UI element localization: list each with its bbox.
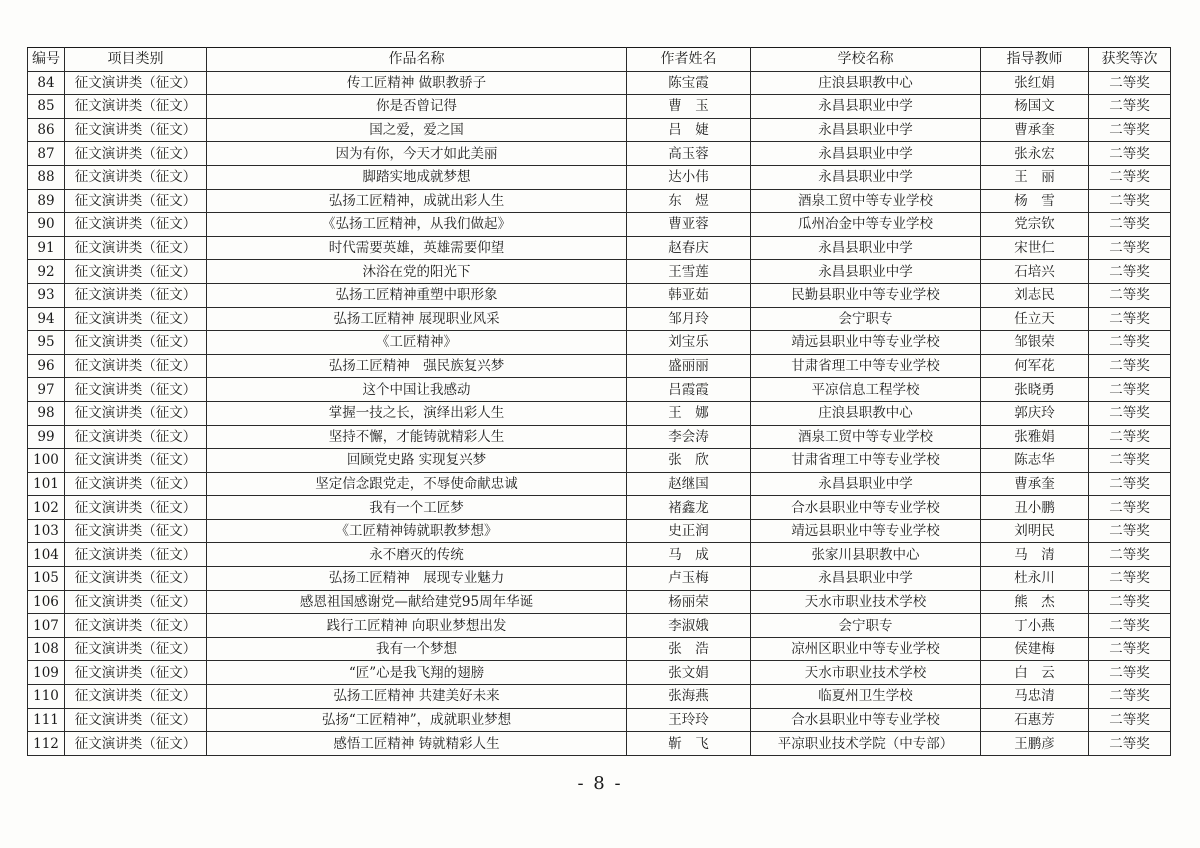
cell-author: 张海燕 bbox=[627, 685, 751, 709]
table-row bbox=[28, 378, 1171, 402]
cell-work-title: 《工匠精神铸就职教梦想》 bbox=[207, 519, 627, 543]
table-row bbox=[28, 260, 1171, 284]
cell-author: 卢玉梅 bbox=[627, 567, 751, 591]
cell-school: 凉州区职业中等专业学校 bbox=[751, 637, 981, 661]
cell-school: 甘肃省理工中等专业学校 bbox=[751, 354, 981, 378]
cell-award: 二等奖 bbox=[1089, 236, 1171, 260]
cell-work-title: 时代需要英雄，英雄需要仰望 bbox=[207, 236, 627, 260]
cell-work-title: 坚定信念跟党走，不辱使命献忠诚 bbox=[207, 472, 627, 496]
cell-category: 征文演讲类（征文） bbox=[65, 71, 207, 95]
cell-work-title: 弘扬工匠精神 展现职业风采 bbox=[207, 307, 627, 331]
cell-category: 征文演讲类（征文） bbox=[65, 283, 207, 307]
cell-work-title: 弘扬工匠精神，成就出彩人生 bbox=[207, 189, 627, 213]
table-row bbox=[28, 189, 1171, 213]
cell-author: 王玲玲 bbox=[627, 708, 751, 732]
cell-award: 二等奖 bbox=[1089, 95, 1171, 119]
cell-author: 东 煜 bbox=[627, 189, 751, 213]
cell-school: 庄浪县职教中心 bbox=[751, 71, 981, 95]
cell-teacher: 刘志民 bbox=[981, 283, 1089, 307]
cell-award: 二等奖 bbox=[1089, 71, 1171, 95]
cell-teacher: 张晓勇 bbox=[981, 378, 1089, 402]
cell-school: 永昌县职业中学 bbox=[751, 118, 981, 142]
cell-school: 永昌县职业中学 bbox=[751, 95, 981, 119]
cell-work-title: 我有一个工匠梦 bbox=[207, 496, 627, 520]
table-row bbox=[28, 213, 1171, 237]
cell-school: 平凉职业技术学院（中专部） bbox=[751, 732, 981, 756]
cell-work-title: 《工匠精神》 bbox=[207, 331, 627, 355]
cell-number: 100 bbox=[28, 449, 65, 473]
cell-work-title: 弘扬工匠精神重塑中职形象 bbox=[207, 283, 627, 307]
cell-teacher: 党宗钦 bbox=[981, 213, 1089, 237]
table-header-row bbox=[28, 48, 1171, 72]
cell-author: 张 欣 bbox=[627, 449, 751, 473]
cell-award: 二等奖 bbox=[1089, 567, 1171, 591]
cell-teacher: 邹银荣 bbox=[981, 331, 1089, 355]
cell-award: 二等奖 bbox=[1089, 189, 1171, 213]
cell-teacher: 杨国文 bbox=[981, 95, 1089, 119]
cell-school: 酒泉工贸中等专业学校 bbox=[751, 189, 981, 213]
awards-table bbox=[27, 47, 1171, 756]
cell-teacher: 王鹏彦 bbox=[981, 732, 1089, 756]
cell-author: 李会涛 bbox=[627, 425, 751, 449]
cell-school: 天水市职业技术学校 bbox=[751, 661, 981, 685]
cell-author: 高玉蓉 bbox=[627, 142, 751, 166]
cell-category: 征文演讲类（征文） bbox=[65, 401, 207, 425]
cell-author: 靳 飞 bbox=[627, 732, 751, 756]
cell-school: 庄浪县职教中心 bbox=[751, 401, 981, 425]
cell-school: 靖远县职业中等专业学校 bbox=[751, 519, 981, 543]
cell-author: 陈宝霞 bbox=[627, 71, 751, 95]
cell-author: 张文娟 bbox=[627, 661, 751, 685]
table-row bbox=[28, 472, 1171, 496]
table-row bbox=[28, 708, 1171, 732]
cell-category: 征文演讲类（征文） bbox=[65, 189, 207, 213]
cell-school: 永昌县职业中学 bbox=[751, 236, 981, 260]
cell-category: 征文演讲类（征文） bbox=[65, 519, 207, 543]
cell-work-title: 掌握一技之长，演绎出彩人生 bbox=[207, 401, 627, 425]
table-row bbox=[28, 685, 1171, 709]
table-row bbox=[28, 331, 1171, 355]
cell-category: 征文演讲类（征文） bbox=[65, 213, 207, 237]
cell-award: 二等奖 bbox=[1089, 401, 1171, 425]
cell-award: 二等奖 bbox=[1089, 378, 1171, 402]
cell-number: 88 bbox=[28, 165, 65, 189]
cell-work-title: 践行工匠精神 向职业梦想出发 bbox=[207, 614, 627, 638]
cell-author: 赵继国 bbox=[627, 472, 751, 496]
cell-teacher: 宋世仁 bbox=[981, 236, 1089, 260]
cell-number: 104 bbox=[28, 543, 65, 567]
cell-teacher: 曹承奎 bbox=[981, 118, 1089, 142]
header-work-title: 作品名称 bbox=[207, 48, 627, 72]
cell-school: 永昌县职业中学 bbox=[751, 142, 981, 166]
cell-number: 93 bbox=[28, 283, 65, 307]
cell-award: 二等奖 bbox=[1089, 118, 1171, 142]
cell-number: 111 bbox=[28, 708, 65, 732]
cell-award: 二等奖 bbox=[1089, 331, 1171, 355]
cell-category: 征文演讲类（征文） bbox=[65, 425, 207, 449]
cell-author: 曹亚蓉 bbox=[627, 213, 751, 237]
cell-award: 二等奖 bbox=[1089, 165, 1171, 189]
header-teacher: 指导教师 bbox=[981, 48, 1089, 72]
cell-category: 征文演讲类（征文） bbox=[65, 354, 207, 378]
page-number: - 8 - bbox=[577, 773, 623, 794]
cell-award: 二等奖 bbox=[1089, 354, 1171, 378]
cell-category: 征文演讲类（征文） bbox=[65, 142, 207, 166]
table-row bbox=[28, 590, 1171, 614]
cell-number: 110 bbox=[28, 685, 65, 709]
cell-category: 征文演讲类（征文） bbox=[65, 661, 207, 685]
cell-number: 84 bbox=[28, 71, 65, 95]
cell-author: 刘宝乐 bbox=[627, 331, 751, 355]
table-row bbox=[28, 236, 1171, 260]
cell-award: 二等奖 bbox=[1089, 614, 1171, 638]
cell-author: 王 娜 bbox=[627, 401, 751, 425]
cell-award: 二等奖 bbox=[1089, 590, 1171, 614]
cell-author: 曹 玉 bbox=[627, 95, 751, 119]
cell-award: 二等奖 bbox=[1089, 425, 1171, 449]
cell-school: 会宁职专 bbox=[751, 307, 981, 331]
cell-category: 征文演讲类（征文） bbox=[65, 567, 207, 591]
cell-work-title: 你是否曾记得 bbox=[207, 95, 627, 119]
cell-school: 酒泉工贸中等专业学校 bbox=[751, 425, 981, 449]
table-row bbox=[28, 118, 1171, 142]
cell-number: 87 bbox=[28, 142, 65, 166]
cell-award: 二等奖 bbox=[1089, 260, 1171, 284]
cell-number: 97 bbox=[28, 378, 65, 402]
cell-category: 征文演讲类（征文） bbox=[65, 165, 207, 189]
cell-teacher: 张永宏 bbox=[981, 142, 1089, 166]
cell-school: 合水县职业中等专业学校 bbox=[751, 496, 981, 520]
cell-school: 平凉信息工程学校 bbox=[751, 378, 981, 402]
cell-award: 二等奖 bbox=[1089, 496, 1171, 520]
cell-category: 征文演讲类（征文） bbox=[65, 307, 207, 331]
cell-teacher: 陈志华 bbox=[981, 449, 1089, 473]
cell-category: 征文演讲类（征文） bbox=[65, 236, 207, 260]
cell-category: 征文演讲类（征文） bbox=[65, 260, 207, 284]
table-row bbox=[28, 307, 1171, 331]
cell-work-title: “匠”心是我飞翔的翅膀 bbox=[207, 661, 627, 685]
cell-number: 99 bbox=[28, 425, 65, 449]
cell-school: 合水县职业中等专业学校 bbox=[751, 708, 981, 732]
cell-work-title: 感恩祖国感谢党—献给建党95周年华诞 bbox=[207, 590, 627, 614]
cell-number: 107 bbox=[28, 614, 65, 638]
cell-number: 92 bbox=[28, 260, 65, 284]
cell-author: 李淑娥 bbox=[627, 614, 751, 638]
cell-teacher: 丑小鹏 bbox=[981, 496, 1089, 520]
cell-school: 永昌县职业中学 bbox=[751, 472, 981, 496]
cell-number: 86 bbox=[28, 118, 65, 142]
header-category: 项目类别 bbox=[65, 48, 207, 72]
cell-number: 102 bbox=[28, 496, 65, 520]
cell-school: 瓜州冶金中等专业学校 bbox=[751, 213, 981, 237]
cell-number: 91 bbox=[28, 236, 65, 260]
cell-category: 征文演讲类（征文） bbox=[65, 708, 207, 732]
table-row bbox=[28, 95, 1171, 119]
cell-category: 征文演讲类（征文） bbox=[65, 378, 207, 402]
table-row bbox=[28, 449, 1171, 473]
cell-category: 征文演讲类（征文） bbox=[65, 118, 207, 142]
cell-school: 临夏州卫生学校 bbox=[751, 685, 981, 709]
table-row bbox=[28, 71, 1171, 95]
cell-number: 103 bbox=[28, 519, 65, 543]
table-row bbox=[28, 519, 1171, 543]
cell-number: 112 bbox=[28, 732, 65, 756]
cell-author: 吕霞霞 bbox=[627, 378, 751, 402]
cell-number: 94 bbox=[28, 307, 65, 331]
cell-award: 二等奖 bbox=[1089, 213, 1171, 237]
cell-work-title: 感悟工匠精神 铸就精彩人生 bbox=[207, 732, 627, 756]
cell-award: 二等奖 bbox=[1089, 449, 1171, 473]
cell-author: 马 成 bbox=[627, 543, 751, 567]
cell-award: 二等奖 bbox=[1089, 543, 1171, 567]
cell-school: 靖远县职业中等专业学校 bbox=[751, 331, 981, 355]
table-row bbox=[28, 283, 1171, 307]
table-row bbox=[28, 614, 1171, 638]
cell-category: 征文演讲类（征文） bbox=[65, 95, 207, 119]
table-row bbox=[28, 661, 1171, 685]
table-body bbox=[28, 71, 1171, 755]
cell-teacher: 郭庆玲 bbox=[981, 401, 1089, 425]
cell-award: 二等奖 bbox=[1089, 519, 1171, 543]
cell-teacher: 马忠清 bbox=[981, 685, 1089, 709]
cell-teacher: 曹承奎 bbox=[981, 472, 1089, 496]
table-row bbox=[28, 543, 1171, 567]
cell-teacher: 侯建梅 bbox=[981, 637, 1089, 661]
cell-teacher: 马 清 bbox=[981, 543, 1089, 567]
table-row bbox=[28, 567, 1171, 591]
cell-category: 征文演讲类（征文） bbox=[65, 732, 207, 756]
table-row bbox=[28, 401, 1171, 425]
cell-school: 民勤县职业中等专业学校 bbox=[751, 283, 981, 307]
cell-author: 赵春庆 bbox=[627, 236, 751, 260]
cell-work-title: 这个中国让我感动 bbox=[207, 378, 627, 402]
cell-teacher: 任立天 bbox=[981, 307, 1089, 331]
cell-work-title: 我有一个梦想 bbox=[207, 637, 627, 661]
cell-author: 史正润 bbox=[627, 519, 751, 543]
cell-number: 89 bbox=[28, 189, 65, 213]
cell-category: 征文演讲类（征文） bbox=[65, 331, 207, 355]
cell-teacher: 石惠芳 bbox=[981, 708, 1089, 732]
cell-author: 邹月玲 bbox=[627, 307, 751, 331]
cell-work-title: 弘扬“工匠精神”，成就职业梦想 bbox=[207, 708, 627, 732]
table-row bbox=[28, 637, 1171, 661]
cell-award: 二等奖 bbox=[1089, 142, 1171, 166]
cell-work-title: 脚踏实地成就梦想 bbox=[207, 165, 627, 189]
cell-number: 105 bbox=[28, 567, 65, 591]
cell-number: 108 bbox=[28, 637, 65, 661]
cell-work-title: 回顾党史路 实现复兴梦 bbox=[207, 449, 627, 473]
cell-work-title: 沐浴在党的阳光下 bbox=[207, 260, 627, 284]
cell-category: 征文演讲类（征文） bbox=[65, 637, 207, 661]
cell-teacher: 熊 杰 bbox=[981, 590, 1089, 614]
table-row bbox=[28, 732, 1171, 756]
cell-category: 征文演讲类（征文） bbox=[65, 496, 207, 520]
cell-award: 二等奖 bbox=[1089, 637, 1171, 661]
cell-teacher: 杜永川 bbox=[981, 567, 1089, 591]
cell-award: 二等奖 bbox=[1089, 307, 1171, 331]
cell-author: 王雪莲 bbox=[627, 260, 751, 284]
cell-work-title: 传工匠精神 做职教骄子 bbox=[207, 71, 627, 95]
cell-work-title: 因为有你，今天才如此美丽 bbox=[207, 142, 627, 166]
cell-teacher: 张红娟 bbox=[981, 71, 1089, 95]
cell-category: 征文演讲类（征文） bbox=[65, 685, 207, 709]
cell-teacher: 张雅娟 bbox=[981, 425, 1089, 449]
cell-author: 达小伟 bbox=[627, 165, 751, 189]
cell-school: 会宁职专 bbox=[751, 614, 981, 638]
cell-number: 95 bbox=[28, 331, 65, 355]
cell-work-title: 弘扬工匠精神 强民族复兴梦 bbox=[207, 354, 627, 378]
table-row bbox=[28, 142, 1171, 166]
cell-author: 韩亚茹 bbox=[627, 283, 751, 307]
cell-number: 101 bbox=[28, 472, 65, 496]
cell-school: 永昌县职业中学 bbox=[751, 567, 981, 591]
cell-teacher: 刘明民 bbox=[981, 519, 1089, 543]
table-row bbox=[28, 354, 1171, 378]
cell-award: 二等奖 bbox=[1089, 685, 1171, 709]
cell-award: 二等奖 bbox=[1089, 472, 1171, 496]
header-school: 学校名称 bbox=[751, 48, 981, 72]
cell-award: 二等奖 bbox=[1089, 708, 1171, 732]
cell-number: 98 bbox=[28, 401, 65, 425]
cell-school: 永昌县职业中学 bbox=[751, 260, 981, 284]
table-row bbox=[28, 425, 1171, 449]
cell-number: 96 bbox=[28, 354, 65, 378]
cell-teacher: 白 云 bbox=[981, 661, 1089, 685]
cell-teacher: 石培兴 bbox=[981, 260, 1089, 284]
cell-category: 征文演讲类（征文） bbox=[65, 614, 207, 638]
cell-award: 二等奖 bbox=[1089, 732, 1171, 756]
header-author: 作者姓名 bbox=[627, 48, 751, 72]
cell-award: 二等奖 bbox=[1089, 283, 1171, 307]
cell-teacher: 何军花 bbox=[981, 354, 1089, 378]
cell-category: 征文演讲类（征文） bbox=[65, 590, 207, 614]
cell-school: 永昌县职业中学 bbox=[751, 165, 981, 189]
cell-author: 褚鑫龙 bbox=[627, 496, 751, 520]
cell-number: 106 bbox=[28, 590, 65, 614]
cell-school: 甘肃省理工中等专业学校 bbox=[751, 449, 981, 473]
cell-category: 征文演讲类（征文） bbox=[65, 449, 207, 473]
cell-award: 二等奖 bbox=[1089, 661, 1171, 685]
cell-number: 109 bbox=[28, 661, 65, 685]
header-award: 获奖等次 bbox=[1089, 48, 1171, 72]
cell-author: 盛丽丽 bbox=[627, 354, 751, 378]
cell-number: 85 bbox=[28, 95, 65, 119]
cell-author: 杨丽荣 bbox=[627, 590, 751, 614]
cell-school: 天水市职业技术学校 bbox=[751, 590, 981, 614]
cell-author: 张 浩 bbox=[627, 637, 751, 661]
cell-work-title: 弘扬工匠精神 展现专业魅力 bbox=[207, 567, 627, 591]
table-row bbox=[28, 496, 1171, 520]
cell-work-title: 永不磨灭的传统 bbox=[207, 543, 627, 567]
cell-work-title: 弘扬工匠精神 共建美好未来 bbox=[207, 685, 627, 709]
cell-number: 90 bbox=[28, 213, 65, 237]
cell-work-title: 坚持不懈，才能铸就精彩人生 bbox=[207, 425, 627, 449]
cell-teacher: 杨 雪 bbox=[981, 189, 1089, 213]
header-number: 编号 bbox=[28, 48, 65, 72]
cell-work-title: 国之爱，爱之国 bbox=[207, 118, 627, 142]
cell-category: 征文演讲类（征文） bbox=[65, 472, 207, 496]
cell-work-title: 《弘扬工匠精神，从我们做起》 bbox=[207, 213, 627, 237]
cell-teacher: 王 丽 bbox=[981, 165, 1089, 189]
cell-teacher: 丁小燕 bbox=[981, 614, 1089, 638]
cell-author: 吕 婕 bbox=[627, 118, 751, 142]
table-row bbox=[28, 165, 1171, 189]
cell-school: 张家川县职教中心 bbox=[751, 543, 981, 567]
cell-category: 征文演讲类（征文） bbox=[65, 543, 207, 567]
